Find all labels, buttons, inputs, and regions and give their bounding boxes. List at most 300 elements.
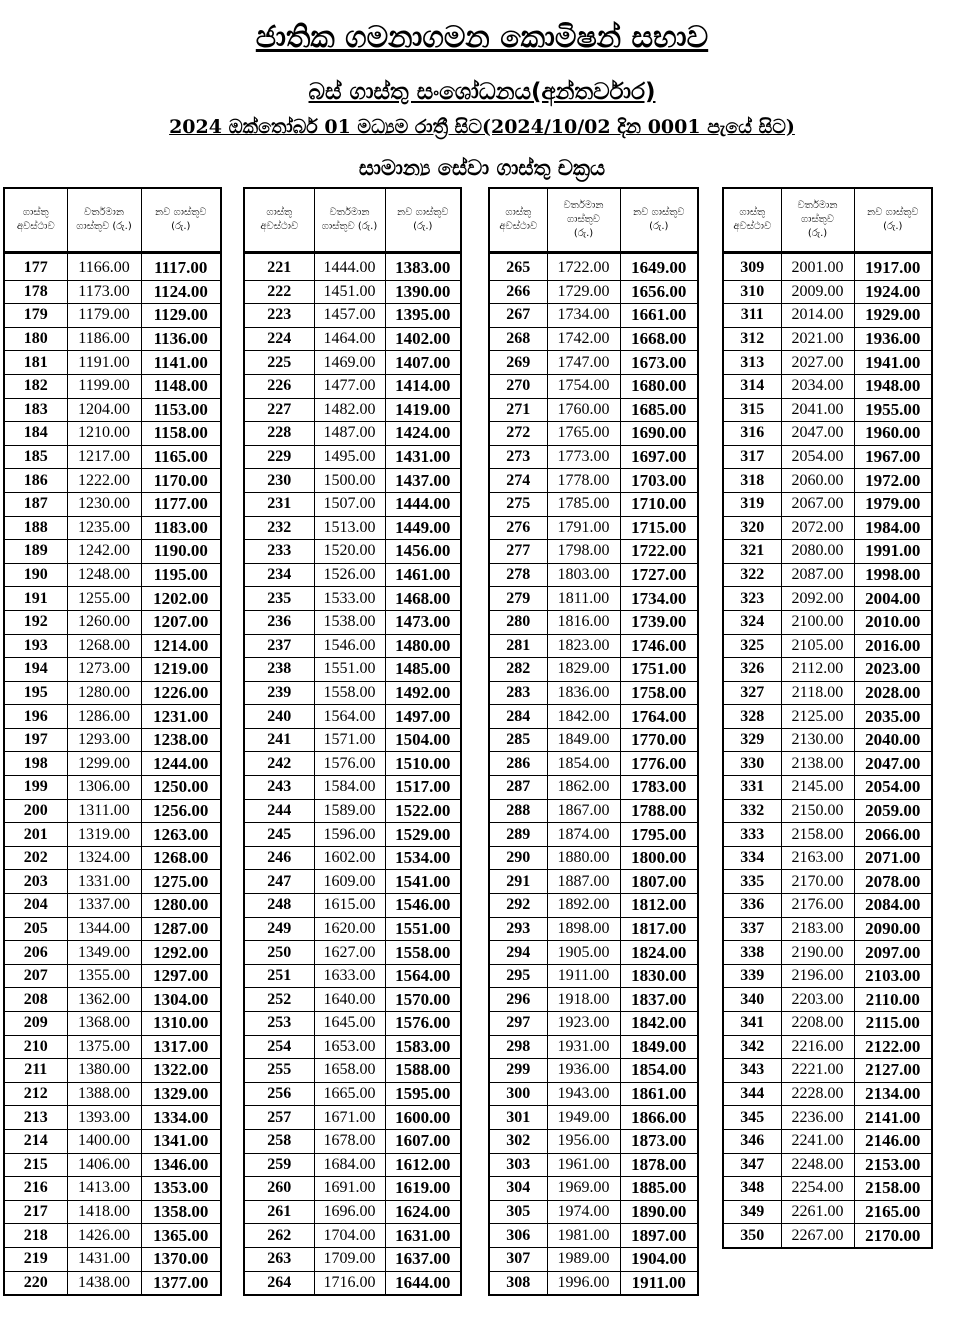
table-row — [723, 1153, 932, 1177]
fare-stage-cell: 304 — [489, 1177, 547, 1201]
fare-stage-cell: 258 — [244, 1129, 314, 1153]
fare-stage-header: ගාස්තු අවස්ථාව — [489, 188, 547, 253]
table-row — [723, 658, 932, 682]
current-fare-cell: 1533.00 — [314, 587, 385, 611]
current-fare-cell: 2203.00 — [781, 988, 854, 1012]
table-row — [489, 634, 698, 658]
fare-stage-cell: 266 — [489, 280, 547, 304]
table-row — [4, 728, 221, 752]
table-row — [4, 540, 221, 564]
fare-stage-cell: 322 — [723, 563, 781, 587]
table-row — [244, 658, 461, 682]
new-fare-cell: 1703.00 — [620, 469, 698, 493]
table-row — [723, 1012, 932, 1036]
new-fare-cell: 1758.00 — [620, 681, 698, 705]
fare-stage-cell: 307 — [489, 1247, 547, 1271]
table-row — [489, 1271, 698, 1295]
new-fare-cell: 1419.00 — [385, 398, 461, 422]
current-fare-cell: 1765.00 — [547, 422, 620, 446]
fare-stage-cell: 228 — [244, 422, 314, 446]
fare-stage-cell: 319 — [723, 492, 781, 516]
fare-stage-cell: 268 — [489, 327, 547, 351]
current-fare-cell: 1337.00 — [67, 894, 141, 918]
current-fare-cell: 1406.00 — [67, 1153, 141, 1177]
current-fare-cell: 1974.00 — [547, 1200, 620, 1224]
current-fare-cell: 1230.00 — [67, 492, 141, 516]
new-fare-cell: 1929.00 — [854, 304, 932, 328]
table-row — [489, 492, 698, 516]
fare-stage-cell: 309 — [723, 253, 781, 281]
table-row — [489, 398, 698, 422]
fare-stage-cell: 205 — [4, 917, 67, 941]
new-fare-cell: 1878.00 — [620, 1153, 698, 1177]
fare-stage-cell: 189 — [4, 540, 67, 564]
fare-stage-cell: 283 — [489, 681, 547, 705]
table-row — [723, 1200, 932, 1224]
current-fare-cell: 1956.00 — [547, 1129, 620, 1153]
new-fare-header: නව ගාස්තුව (රු.) — [620, 188, 698, 253]
table-row — [723, 540, 932, 564]
table-row — [244, 752, 461, 776]
new-fare-cell: 1485.00 — [385, 658, 461, 682]
table-row — [489, 705, 698, 729]
table-row — [489, 469, 698, 493]
table-row — [244, 1177, 461, 1201]
current-fare-cell: 1482.00 — [314, 398, 385, 422]
current-fare-cell: 1729.00 — [547, 280, 620, 304]
current-fare-cell: 1653.00 — [314, 1035, 385, 1059]
fare-stage-cell: 329 — [723, 728, 781, 752]
fare-stage-cell: 252 — [244, 988, 314, 1012]
new-fare-cell: 1468.00 — [385, 587, 461, 611]
new-fare-cell: 2004.00 — [854, 587, 932, 611]
new-fare-cell: 1510.00 — [385, 752, 461, 776]
new-fare-cell: 1437.00 — [385, 469, 461, 493]
new-fare-cell: 1190.00 — [141, 540, 221, 564]
table-row — [489, 870, 698, 894]
current-fare-cell: 2221.00 — [781, 1059, 854, 1083]
new-fare-cell: 1817.00 — [620, 917, 698, 941]
fare-stage-cell: 344 — [723, 1082, 781, 1106]
new-fare-cell: 1365.00 — [141, 1224, 221, 1248]
new-fare-cell: 1570.00 — [385, 988, 461, 1012]
current-fare-cell: 1722.00 — [547, 253, 620, 281]
fare-stage-cell: 215 — [4, 1153, 67, 1177]
table-row — [489, 1224, 698, 1248]
fare-stage-cell: 233 — [244, 540, 314, 564]
table-row — [244, 1129, 461, 1153]
table-row — [489, 280, 698, 304]
current-fare-cell: 2047.00 — [781, 422, 854, 446]
fare-stage-cell: 192 — [4, 610, 67, 634]
fare-stage-cell: 260 — [244, 1177, 314, 1201]
table-row — [4, 964, 221, 988]
current-fare-cell: 2241.00 — [781, 1129, 854, 1153]
current-fare-cell: 1400.00 — [67, 1129, 141, 1153]
current-fare-cell: 1293.00 — [67, 728, 141, 752]
new-fare-cell: 1473.00 — [385, 610, 461, 634]
new-fare-cell: 1897.00 — [620, 1224, 698, 1248]
current-fare-cell: 2145.00 — [781, 776, 854, 800]
table-row — [4, 681, 221, 705]
fare-stage-cell: 345 — [723, 1106, 781, 1130]
current-fare-cell: 1911.00 — [547, 964, 620, 988]
fare-stage-cell: 291 — [489, 870, 547, 894]
table-row — [723, 351, 932, 375]
fare-stage-cell: 178 — [4, 280, 67, 304]
new-fare-cell: 1866.00 — [620, 1106, 698, 1130]
fare-stage-cell: 296 — [489, 988, 547, 1012]
fare-stage-cell: 190 — [4, 563, 67, 587]
current-fare-cell: 1842.00 — [547, 705, 620, 729]
table-row — [723, 445, 932, 469]
table-row — [4, 1106, 221, 1130]
new-fare-cell: 1136.00 — [141, 327, 221, 351]
new-fare-cell: 1124.00 — [141, 280, 221, 304]
fare-stage-cell: 323 — [723, 587, 781, 611]
current-fare-cell: 1166.00 — [67, 253, 141, 281]
table-row — [4, 988, 221, 1012]
new-fare-cell: 1207.00 — [141, 610, 221, 634]
fare-stage-cell: 340 — [723, 988, 781, 1012]
new-fare-cell: 1685.00 — [620, 398, 698, 422]
current-fare-cell: 1464.00 — [314, 327, 385, 351]
fare-stage-cell: 226 — [244, 374, 314, 398]
new-fare-cell: 2035.00 — [854, 705, 932, 729]
fare-stage-cell: 284 — [489, 705, 547, 729]
table-title: සාමාන්‍ය සේවා ගාස්තු චක්‍රය — [358, 156, 606, 180]
current-fare-cell: 1235.00 — [67, 516, 141, 540]
current-fare-cell: 1210.00 — [67, 422, 141, 446]
current-fare-cell: 1500.00 — [314, 469, 385, 493]
new-fare-cell: 1263.00 — [141, 823, 221, 847]
current-fare-cell: 2092.00 — [781, 587, 854, 611]
new-fare-cell: 1292.00 — [141, 941, 221, 965]
fare-stage-cell: 311 — [723, 304, 781, 328]
fare-stage-cell: 290 — [489, 846, 547, 870]
table-row — [244, 563, 461, 587]
table-row — [723, 610, 932, 634]
table-row — [723, 304, 932, 328]
table-row — [489, 610, 698, 634]
new-fare-cell: 1783.00 — [620, 776, 698, 800]
current-fare-cell: 2267.00 — [781, 1224, 854, 1248]
new-fare-cell: 1619.00 — [385, 1177, 461, 1201]
current-fare-cell: 2054.00 — [781, 445, 854, 469]
table-row — [723, 1224, 932, 1248]
table-row — [4, 752, 221, 776]
new-fare-cell: 1541.00 — [385, 870, 461, 894]
fare-stage-cell: 221 — [244, 253, 314, 281]
table-row — [244, 540, 461, 564]
fare-stage-cell: 285 — [489, 728, 547, 752]
current-fare-cell: 2261.00 — [781, 1200, 854, 1224]
table-row — [4, 1247, 221, 1271]
new-fare-cell: 1770.00 — [620, 728, 698, 752]
current-fare-cell: 1823.00 — [547, 634, 620, 658]
current-fare-cell: 1380.00 — [67, 1059, 141, 1083]
table-header-row — [489, 188, 698, 253]
fare-stage-cell: 280 — [489, 610, 547, 634]
table-row — [244, 516, 461, 540]
new-fare-cell: 1456.00 — [385, 540, 461, 564]
table-row — [244, 728, 461, 752]
fare-stage-cell: 191 — [4, 587, 67, 611]
fare-stage-cell: 188 — [4, 516, 67, 540]
new-fare-cell: 1873.00 — [620, 1129, 698, 1153]
table-row — [4, 1035, 221, 1059]
fare-stage-cell: 316 — [723, 422, 781, 446]
current-fare-cell: 1989.00 — [547, 1247, 620, 1271]
table-row — [244, 917, 461, 941]
fare-stage-cell: 227 — [244, 398, 314, 422]
current-fare-cell: 2118.00 — [781, 681, 854, 705]
current-fare-header: වර්තමාන ගාස්තුව (රු.) — [314, 188, 385, 253]
new-fare-cell: 1998.00 — [854, 563, 932, 587]
current-fare-cell: 1785.00 — [547, 492, 620, 516]
fare-stage-cell: 217 — [4, 1200, 67, 1224]
new-fare-cell: 1304.00 — [141, 988, 221, 1012]
current-fare-cell: 1268.00 — [67, 634, 141, 658]
fare-stage-cell: 347 — [723, 1153, 781, 1177]
fare-stage-cell: 342 — [723, 1035, 781, 1059]
fare-stage-cell: 254 — [244, 1035, 314, 1059]
current-fare-cell: 2105.00 — [781, 634, 854, 658]
new-fare-cell: 1564.00 — [385, 964, 461, 988]
current-fare-cell: 1306.00 — [67, 776, 141, 800]
table-row — [489, 1082, 698, 1106]
new-fare-cell: 1153.00 — [141, 398, 221, 422]
table-row — [723, 1129, 932, 1153]
fare-stage-cell: 348 — [723, 1177, 781, 1201]
new-fare-cell: 1697.00 — [620, 445, 698, 469]
current-fare-cell: 2014.00 — [781, 304, 854, 328]
fare-stage-cell: 294 — [489, 941, 547, 965]
fare-stage-cell: 186 — [4, 469, 67, 493]
current-fare-cell: 1887.00 — [547, 870, 620, 894]
fare-stage-cell: 207 — [4, 964, 67, 988]
current-fare-cell: 1273.00 — [67, 658, 141, 682]
table-row — [4, 374, 221, 398]
table-row — [244, 1224, 461, 1248]
table-row — [244, 634, 461, 658]
new-fare-cell: 2115.00 — [854, 1012, 932, 1036]
table-row — [723, 681, 932, 705]
new-fare-cell: 1322.00 — [141, 1059, 221, 1083]
table-row — [489, 516, 698, 540]
fare-stage-cell: 241 — [244, 728, 314, 752]
table-row — [244, 327, 461, 351]
new-fare-cell: 1861.00 — [620, 1082, 698, 1106]
new-fare-cell: 1680.00 — [620, 374, 698, 398]
table-row — [4, 1271, 221, 1295]
table-row — [244, 1106, 461, 1130]
table-row — [723, 917, 932, 941]
table-row — [489, 540, 698, 564]
current-fare-cell: 2138.00 — [781, 752, 854, 776]
current-fare-cell: 1388.00 — [67, 1082, 141, 1106]
fare-stage-cell: 287 — [489, 776, 547, 800]
new-fare-cell: 1661.00 — [620, 304, 698, 328]
new-fare-cell: 2134.00 — [854, 1082, 932, 1106]
table-row — [489, 681, 698, 705]
new-fare-cell: 1739.00 — [620, 610, 698, 634]
fare-stage-cell: 327 — [723, 681, 781, 705]
fare-stage-cell: 181 — [4, 351, 67, 375]
new-fare-cell: 1631.00 — [385, 1224, 461, 1248]
current-fare-cell: 1331.00 — [67, 870, 141, 894]
current-fare-cell: 1413.00 — [67, 1177, 141, 1201]
table-row — [4, 398, 221, 422]
current-fare-cell: 1742.00 — [547, 327, 620, 351]
table-row — [4, 492, 221, 516]
new-fare-cell: 1158.00 — [141, 422, 221, 446]
table-row — [723, 964, 932, 988]
current-fare-cell: 1898.00 — [547, 917, 620, 941]
fare-stage-cell: 326 — [723, 658, 781, 682]
new-fare-cell: 1444.00 — [385, 492, 461, 516]
new-fare-cell: 2122.00 — [854, 1035, 932, 1059]
new-fare-cell: 1170.00 — [141, 469, 221, 493]
table-row — [489, 941, 698, 965]
table-row — [489, 776, 698, 800]
new-fare-cell: 1795.00 — [620, 823, 698, 847]
new-fare-cell: 2103.00 — [854, 964, 932, 988]
new-fare-cell: 1310.00 — [141, 1012, 221, 1036]
table-row — [723, 1059, 932, 1083]
current-fare-cell: 1368.00 — [67, 1012, 141, 1036]
table-row — [244, 988, 461, 1012]
fare-stage-cell: 262 — [244, 1224, 314, 1248]
fare-stage-cell: 270 — [489, 374, 547, 398]
fare-stage-cell: 286 — [489, 752, 547, 776]
fare-stage-cell: 267 — [489, 304, 547, 328]
fare-stage-cell: 250 — [244, 941, 314, 965]
table-row — [723, 988, 932, 1012]
current-fare-cell: 1627.00 — [314, 941, 385, 965]
table-row — [4, 658, 221, 682]
table-row — [244, 304, 461, 328]
new-fare-cell: 1317.00 — [141, 1035, 221, 1059]
fare-stage-cell: 184 — [4, 422, 67, 446]
new-fare-cell: 1183.00 — [141, 516, 221, 540]
new-fare-cell: 1431.00 — [385, 445, 461, 469]
table-row — [4, 634, 221, 658]
fare-stage-cell: 224 — [244, 327, 314, 351]
table-row — [244, 1153, 461, 1177]
table-row — [4, 563, 221, 587]
current-fare-cell: 1849.00 — [547, 728, 620, 752]
current-fare-cell: 1923.00 — [547, 1012, 620, 1036]
table-row — [723, 846, 932, 870]
current-fare-cell: 2080.00 — [781, 540, 854, 564]
fare-table-4 — [722, 187, 933, 1249]
table-row — [244, 681, 461, 705]
fare-stage-cell: 269 — [489, 351, 547, 375]
new-fare-cell: 1370.00 — [141, 1247, 221, 1271]
fare-stage-cell: 310 — [723, 280, 781, 304]
table-row — [723, 253, 932, 281]
fare-stage-cell: 273 — [489, 445, 547, 469]
current-fare-cell: 2034.00 — [781, 374, 854, 398]
current-fare-cell: 1754.00 — [547, 374, 620, 398]
current-fare-cell: 1716.00 — [314, 1271, 385, 1295]
current-fare-cell: 1620.00 — [314, 917, 385, 941]
table-row — [244, 398, 461, 422]
current-fare-cell: 1640.00 — [314, 988, 385, 1012]
table-row — [4, 1129, 221, 1153]
fare-stage-cell: 248 — [244, 894, 314, 918]
new-fare-cell: 1690.00 — [620, 422, 698, 446]
new-fare-cell: 1984.00 — [854, 516, 932, 540]
table-row — [489, 964, 698, 988]
fare-stage-cell: 320 — [723, 516, 781, 540]
current-fare-cell: 1880.00 — [547, 846, 620, 870]
table-row — [244, 422, 461, 446]
table-row — [4, 894, 221, 918]
table-row — [244, 894, 461, 918]
new-fare-cell: 1991.00 — [854, 540, 932, 564]
table-row — [489, 846, 698, 870]
new-fare-cell: 1576.00 — [385, 1012, 461, 1036]
new-fare-cell: 1358.00 — [141, 1200, 221, 1224]
new-fare-cell: 1329.00 — [141, 1082, 221, 1106]
table-row — [4, 280, 221, 304]
fare-stage-cell: 245 — [244, 823, 314, 847]
new-fare-cell: 1849.00 — [620, 1035, 698, 1059]
table-row — [244, 1012, 461, 1036]
new-fare-cell: 1195.00 — [141, 563, 221, 587]
table-row — [723, 752, 932, 776]
fare-stage-cell: 261 — [244, 1200, 314, 1224]
fare-stage-cell: 336 — [723, 894, 781, 918]
new-fare-cell: 1649.00 — [620, 253, 698, 281]
new-fare-cell: 1936.00 — [854, 327, 932, 351]
new-fare-cell: 1546.00 — [385, 894, 461, 918]
table-row — [723, 941, 932, 965]
new-fare-cell: 1517.00 — [385, 776, 461, 800]
new-fare-cell: 1924.00 — [854, 280, 932, 304]
fare-stage-cell: 275 — [489, 492, 547, 516]
new-fare-cell: 1911.00 — [620, 1271, 698, 1295]
fare-stage-cell: 313 — [723, 351, 781, 375]
current-fare-cell: 1260.00 — [67, 610, 141, 634]
current-fare-cell: 1311.00 — [67, 799, 141, 823]
current-fare-cell: 1344.00 — [67, 917, 141, 941]
fare-stage-cell: 281 — [489, 634, 547, 658]
fare-stage-cell: 220 — [4, 1271, 67, 1295]
table-row — [4, 1177, 221, 1201]
current-fare-cell: 1961.00 — [547, 1153, 620, 1177]
new-fare-cell: 1776.00 — [620, 752, 698, 776]
table-row — [4, 610, 221, 634]
current-fare-cell: 1949.00 — [547, 1106, 620, 1130]
fare-stage-cell: 350 — [723, 1224, 781, 1248]
fare-stage-cell: 199 — [4, 776, 67, 800]
table-row — [4, 941, 221, 965]
new-fare-cell: 2047.00 — [854, 752, 932, 776]
new-fare-cell: 1885.00 — [620, 1177, 698, 1201]
current-fare-cell: 1477.00 — [314, 374, 385, 398]
table-row — [4, 1153, 221, 1177]
fare-stage-cell: 212 — [4, 1082, 67, 1106]
new-fare-cell: 2016.00 — [854, 634, 932, 658]
table-row — [4, 587, 221, 611]
table-row — [4, 304, 221, 328]
fare-stage-cell: 292 — [489, 894, 547, 918]
current-fare-cell: 1222.00 — [67, 469, 141, 493]
new-fare-cell: 1497.00 — [385, 705, 461, 729]
